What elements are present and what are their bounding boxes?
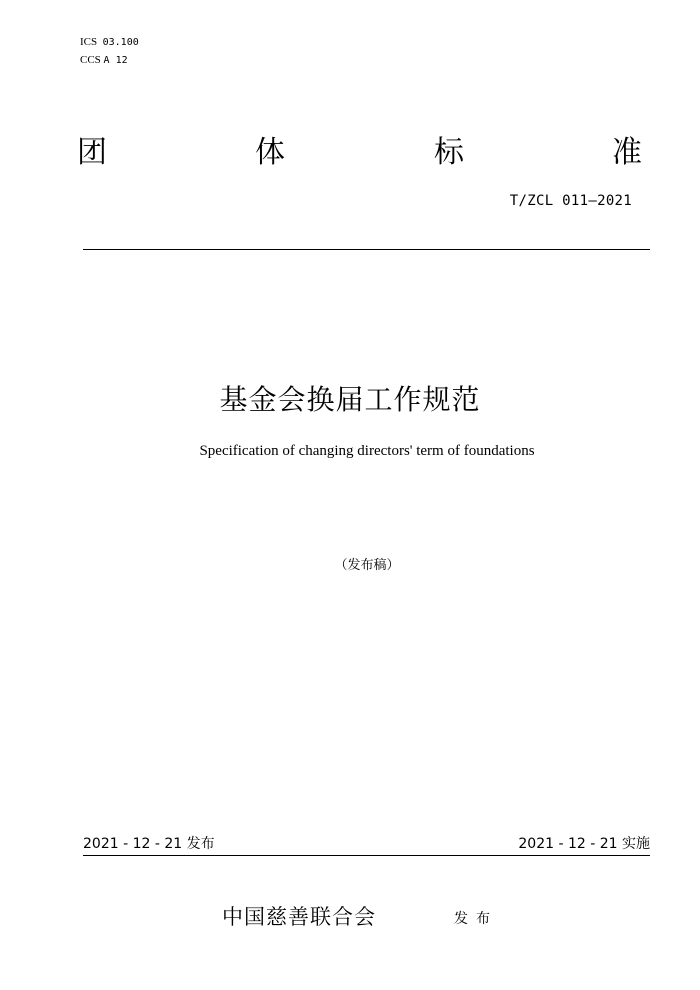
top-divider xyxy=(83,249,650,250)
ccs-label: CCS xyxy=(80,54,101,66)
draft-status: （发布稿） xyxy=(334,558,400,573)
standard-type-char-2: 体 xyxy=(255,135,285,170)
ics-classification xyxy=(80,35,139,50)
standard-type-char-4: 准 xyxy=(612,135,642,170)
title-chinese: 基金会换届工作规范 xyxy=(219,383,481,416)
standard-number: T/ZCL 011—2021 xyxy=(509,193,632,209)
ics-code: 03.100 xyxy=(102,37,139,48)
implementation-date: 2021 - 12 - 21 实施 xyxy=(518,836,650,852)
ccs-code: A 12 xyxy=(103,55,128,66)
title-english: Specification of changing directors' term of foundations xyxy=(199,443,535,459)
publisher-name: 中国慈善联合会 xyxy=(222,905,376,929)
ics-label: ICS xyxy=(80,36,98,48)
standard-type-char-3: 标 xyxy=(434,135,464,170)
standard-type-char-1: 团 xyxy=(77,135,107,170)
bottom-divider xyxy=(83,855,650,856)
ccs-classification xyxy=(80,53,128,68)
issue-date: 2021 - 12 - 21 发布 xyxy=(83,836,215,852)
publish-label: 发布 xyxy=(454,911,498,927)
